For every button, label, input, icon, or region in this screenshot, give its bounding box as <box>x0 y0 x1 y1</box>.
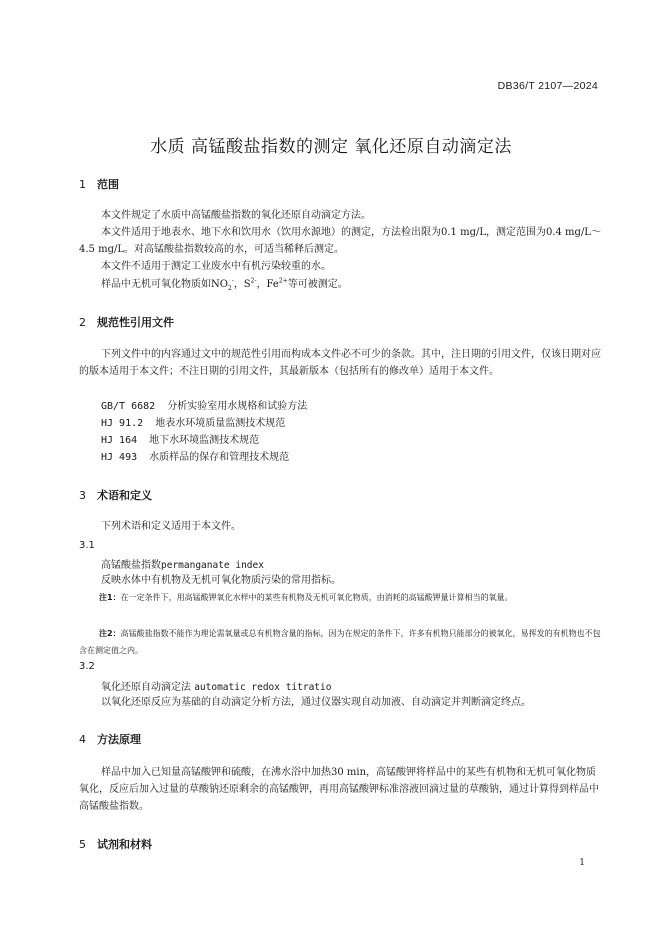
paragraph: 下列文件中的内容通过文中的规范性引用而构成本文件必不可少的条款。其中，注日期的引用文件，仅该日期对应的版本适用于本文件；不注日期的引用文件，其最新版本（包括所有的修改单）适用于本文件。 <box>79 349 601 377</box>
reference-item: GB/T 6682 分析实验室用水规格和试验方法 <box>101 401 308 412</box>
paragraph: 本文件适用于地表水、地下水和饮用水（饮用水源地）的测定，方法检出限为0.1 mg/L，测定范围为0.4 mg/L～4.5 mg/L。对高锰酸盐指数较高的水，可适当稀释后测定。 <box>79 227 601 255</box>
section-title: 范围 <box>97 178 119 191</box>
note-2: 注2：高锰酸盐指数不能作为理论需氧量或总有机物含量的指标，因为在规定的条件下，许多有机物只能部分的被氧化，易挥发的有机物也不包含在测定值之内。 <box>79 629 601 655</box>
document-title: 水质 高锰酸盐指数的测定 氧化还原自动滴定法 <box>150 137 512 157</box>
document-code: DB36/T 2107—2024 <box>497 80 598 92</box>
section-number: 1 <box>79 178 86 191</box>
note-1: 注1：在一定条件下，用高锰酸钾氧化水样中的某些有机物及无机可氧化物质，由消耗的高锰酸钾量计算相当的氧量。 <box>99 593 513 602</box>
paragraph: 本文件不适用于测定工业废水中有机污染较重的水。 <box>101 261 331 272</box>
section-1-heading <box>79 176 119 192</box>
paragraph-inorganic-substances: 样品中无机可氧化物质如$NO_2^-$，$S^{2-}$，$Fe^{2+}$等可被测定。 <box>101 277 348 292</box>
section-4-heading <box>79 731 141 747</box>
paragraph: 样品中加入已知量高锰酸钾和硫酸，在沸水浴中加热30 min，高锰酸钾将样品中的某些有机物和无机可氧化物质氧化，反应后加入过量的草酸钠还原剩余的高锰酸钾，再用高锰酸钾标准溶液回滴过量的草酸钠，通过计算得到样品中高锰酸盐指数。 <box>79 767 599 812</box>
term-definition: 反映水体中有机物及无机可氧化物质污染的常用指标。 <box>101 575 341 586</box>
section-2-heading <box>79 314 174 330</box>
term-number: 3.2 <box>79 661 95 672</box>
term-number: 3.1 <box>79 540 95 551</box>
section-title: 规范性引用文件 <box>97 316 174 329</box>
reference-item: HJ 91.2 地表水环境质量监测技术规范 <box>101 418 286 429</box>
reference-item: HJ 164 地下水环境监测技术规范 <box>101 435 260 446</box>
paragraph: 本文件规定了水质中高锰酸盐指数的氧化还原自动滴定方法。 <box>101 210 371 221</box>
term-heading: 氧化还原自动滴定法 automatic redox titratio <box>101 682 332 693</box>
section-title: 试剂和材料 <box>97 838 152 851</box>
section-number: 3 <box>79 489 86 502</box>
section-number: 5 <box>79 838 86 851</box>
section-title: 方法原理 <box>97 733 141 746</box>
reference-item: HJ 493 水质样品的保存和管理技术规范 <box>101 452 290 463</box>
section-number: 2 <box>79 316 86 329</box>
page-number: 1 <box>579 858 585 868</box>
section-title: 术语和定义 <box>97 489 152 502</box>
section-5-heading <box>79 836 152 852</box>
section-3-heading <box>79 487 152 503</box>
term-definition: 以氧化还原反应为基础的自动滴定分析方法，通过仪器实现自动加液、自动滴定并判断滴定终点。 <box>101 697 531 708</box>
section-number: 4 <box>79 733 86 746</box>
term-heading: 高锰酸盐指数permanganate index <box>101 560 264 571</box>
paragraph: 下列术语和定义适用于本文件。 <box>101 521 241 532</box>
